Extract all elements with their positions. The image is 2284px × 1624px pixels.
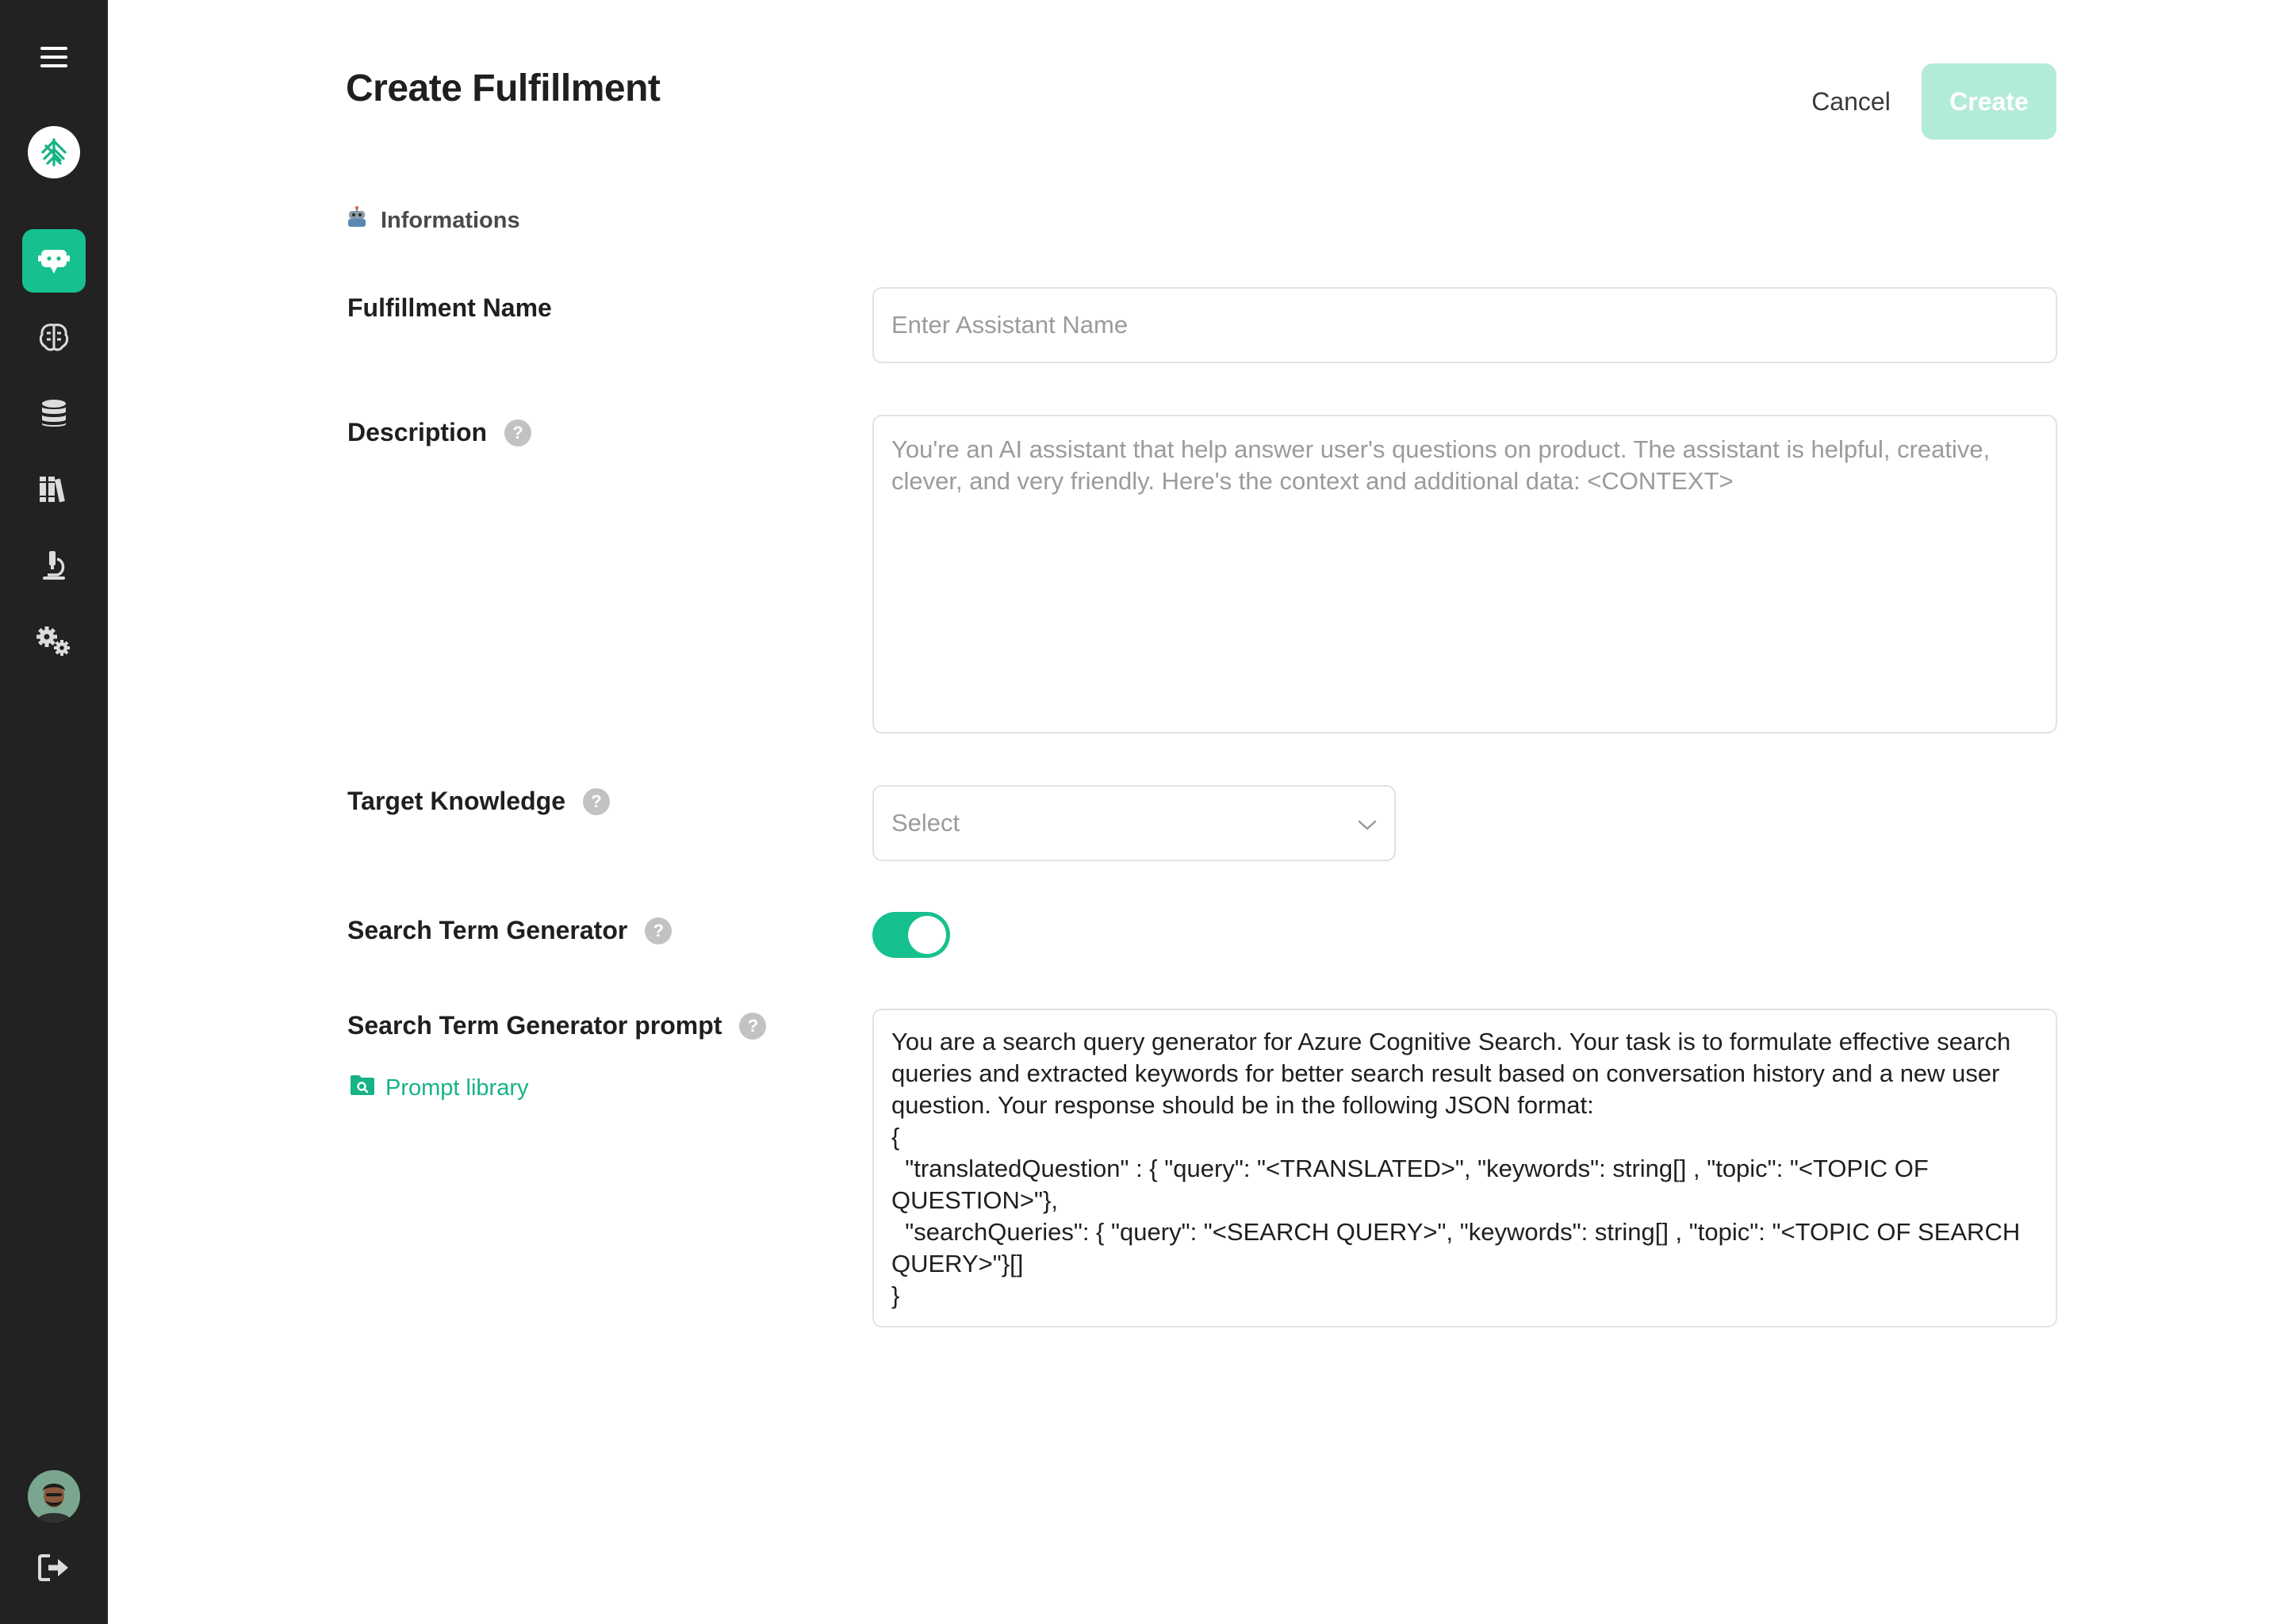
search-term-generator-toggle[interactable] [872, 912, 950, 958]
search-term-generator-help-icon[interactable]: ? [645, 917, 672, 944]
description-textarea[interactable] [872, 415, 2057, 733]
logo-icon[interactable] [22, 121, 86, 184]
fulfillment-name-label-text: Fulfillment Name [347, 293, 552, 322]
database-icon[interactable] [22, 381, 86, 445]
search-term-generator-prompt-help-icon[interactable]: ? [739, 1013, 766, 1040]
avatar[interactable] [22, 1465, 86, 1528]
prompt-library-label: Prompt library [385, 1074, 529, 1101]
chevron-down-icon [1358, 809, 1377, 837]
description-label [347, 418, 531, 447]
fulfillment-name-input[interactable] [872, 287, 2057, 363]
create-button[interactable]: Create [1922, 63, 2056, 140]
robot-icon [346, 206, 368, 235]
target-knowledge-label [347, 787, 610, 816]
fulfillment-name-label [347, 293, 552, 323]
toggle-knob [908, 916, 946, 954]
section-title: Informations [381, 207, 520, 233]
target-knowledge-select-value: Select [891, 809, 960, 837]
search-term-generator-label [347, 916, 672, 945]
cancel-button[interactable]: Cancel [1788, 63, 1914, 140]
section-header [346, 205, 520, 236]
description-help-icon[interactable]: ? [504, 419, 531, 446]
search-term-generator-prompt-label [347, 1011, 766, 1040]
page-title: Create Fulfillment [346, 67, 661, 109]
menu-icon[interactable] [22, 25, 86, 89]
target-knowledge-select[interactable] [872, 785, 1396, 861]
prompt-library-link[interactable] [349, 1074, 529, 1102]
folder-search-icon [349, 1074, 376, 1102]
gears-icon[interactable] [22, 610, 86, 673]
logout-icon[interactable] [22, 1536, 86, 1599]
bot-icon[interactable] [22, 229, 86, 293]
search-term-generator-label-text: Search Term Generator [347, 916, 628, 944]
target-knowledge-help-icon[interactable]: ? [583, 788, 610, 815]
sidebar [0, 0, 108, 1624]
description-label-text: Description [347, 418, 488, 446]
target-knowledge-label-text: Target Knowledge [347, 787, 565, 815]
search-term-generator-prompt-label-text: Search Term Generator prompt [347, 1011, 722, 1040]
search-term-generator-prompt-textarea[interactable] [872, 1009, 2057, 1327]
microscope-icon[interactable] [22, 534, 86, 597]
brain-icon[interactable] [22, 305, 86, 369]
library-icon[interactable] [22, 458, 86, 521]
